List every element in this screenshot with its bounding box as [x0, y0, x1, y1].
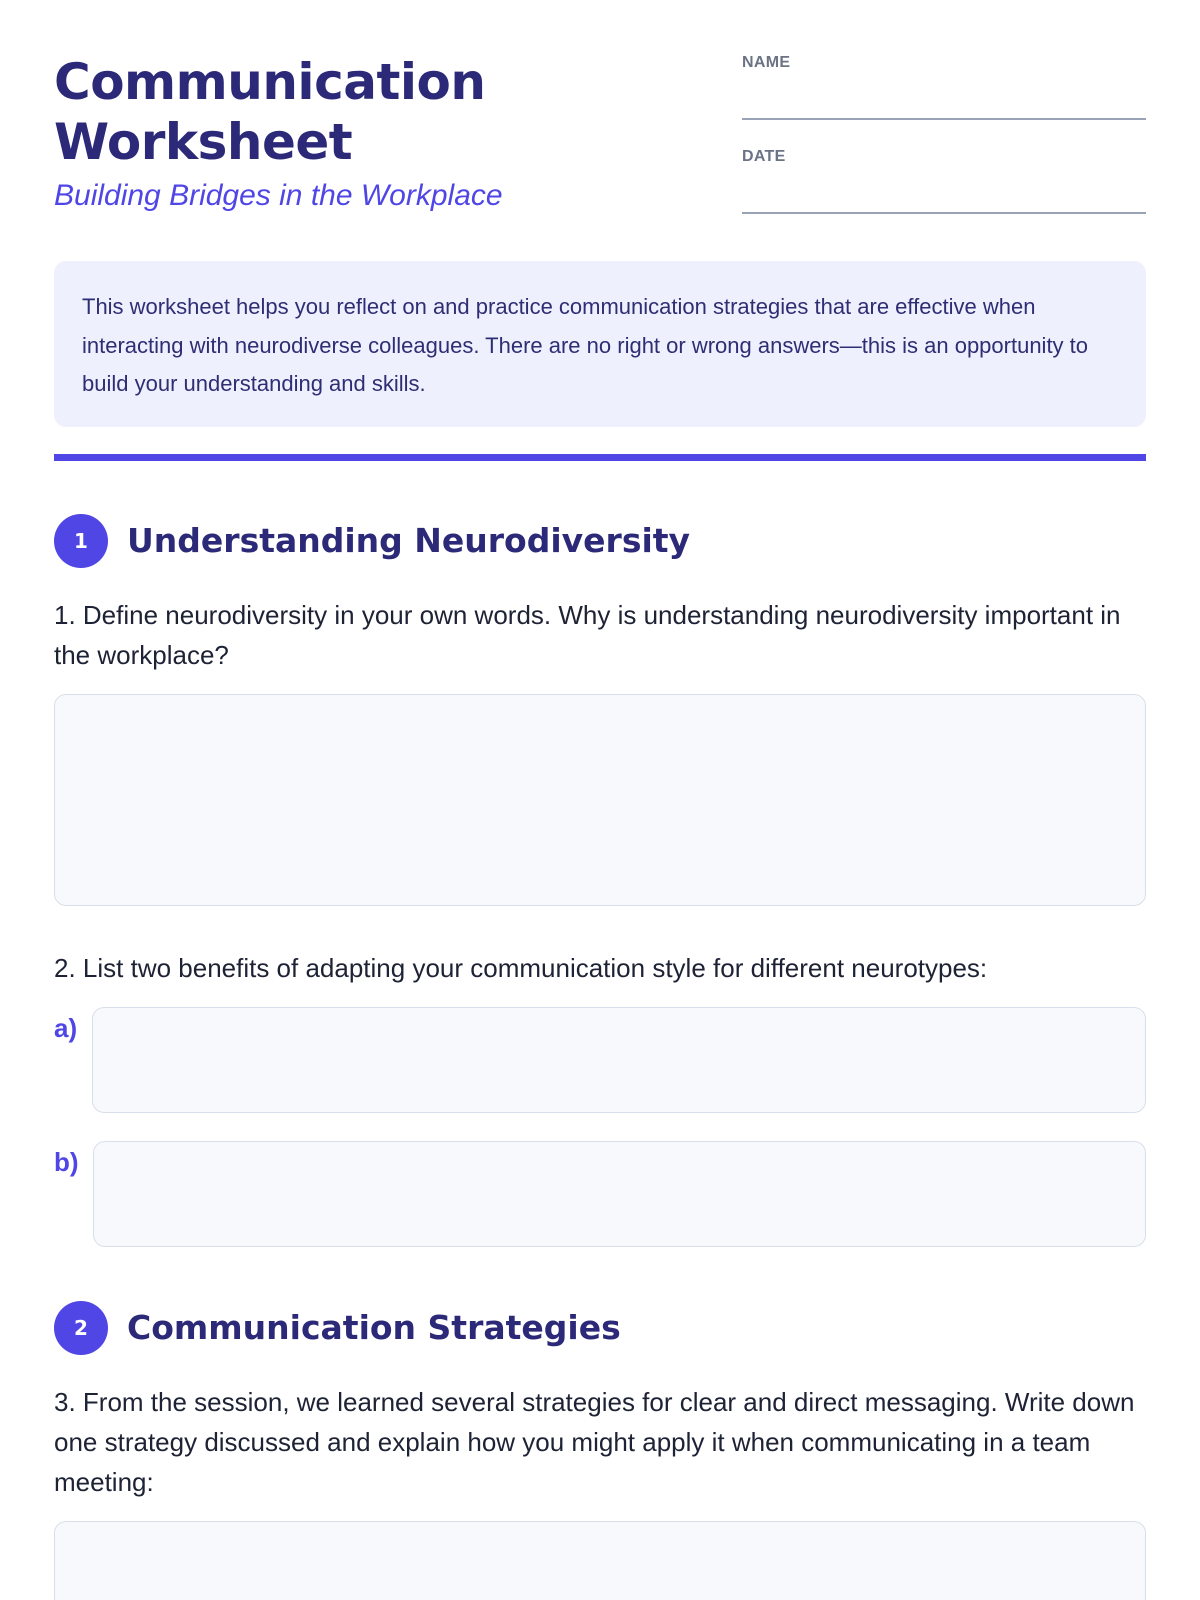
worksheet-header	[54, 52, 1146, 222]
answer-label-a: a)	[54, 1013, 78, 1043]
section-title: Understanding Neurodiversity	[127, 521, 691, 560]
date-label: DATE	[742, 148, 786, 165]
name-field[interactable]	[742, 52, 1146, 146]
question-3: 3. From the session, we learned several strategies for clear and direct messaging. Write down one strategy discussed and explain how you might apply it when communicating in a team meeting:	[54, 1387, 1135, 1497]
section-number-badge: 1	[54, 514, 108, 568]
date-field[interactable]	[742, 146, 1146, 240]
name-label: NAME	[742, 54, 791, 71]
page-title: Communication Worksheet	[54, 53, 486, 171]
name-input-line[interactable]	[742, 118, 1146, 120]
answer-box-question-3[interactable]	[54, 1521, 1146, 1600]
answer-box-question-2a[interactable]	[92, 1007, 1146, 1113]
question-1: 1. Define neurodiversity in your own words. Why is understanding neurodiversity important in the workplace?	[54, 600, 1121, 670]
date-input-line[interactable]	[742, 212, 1146, 214]
section-number-badge: 2	[54, 1301, 108, 1355]
section-divider	[54, 454, 1146, 461]
section-header-2	[54, 1301, 1146, 1355]
page-subtitle: Building Bridges in the Workplace	[54, 179, 503, 212]
intro-box: This worksheet helps you reflect on and practice communication strategies that are effective when interacting with neurodiverse colleagues. There are no right or wrong answers—this is an opportunity to build your understanding and skills.	[54, 261, 1146, 427]
answer-label-b: b)	[54, 1147, 79, 1177]
answer-box-question-2b[interactable]	[93, 1141, 1146, 1247]
section-header-1	[54, 514, 1146, 568]
worksheet-page	[54, 0, 1146, 1600]
name-date-fields	[742, 52, 1146, 240]
section-title: Communication Strategies	[127, 1308, 621, 1347]
answer-box-question-1[interactable]	[54, 694, 1146, 906]
question-2: 2. List two benefits of adapting your communication style for different neurotypes:	[54, 953, 988, 983]
